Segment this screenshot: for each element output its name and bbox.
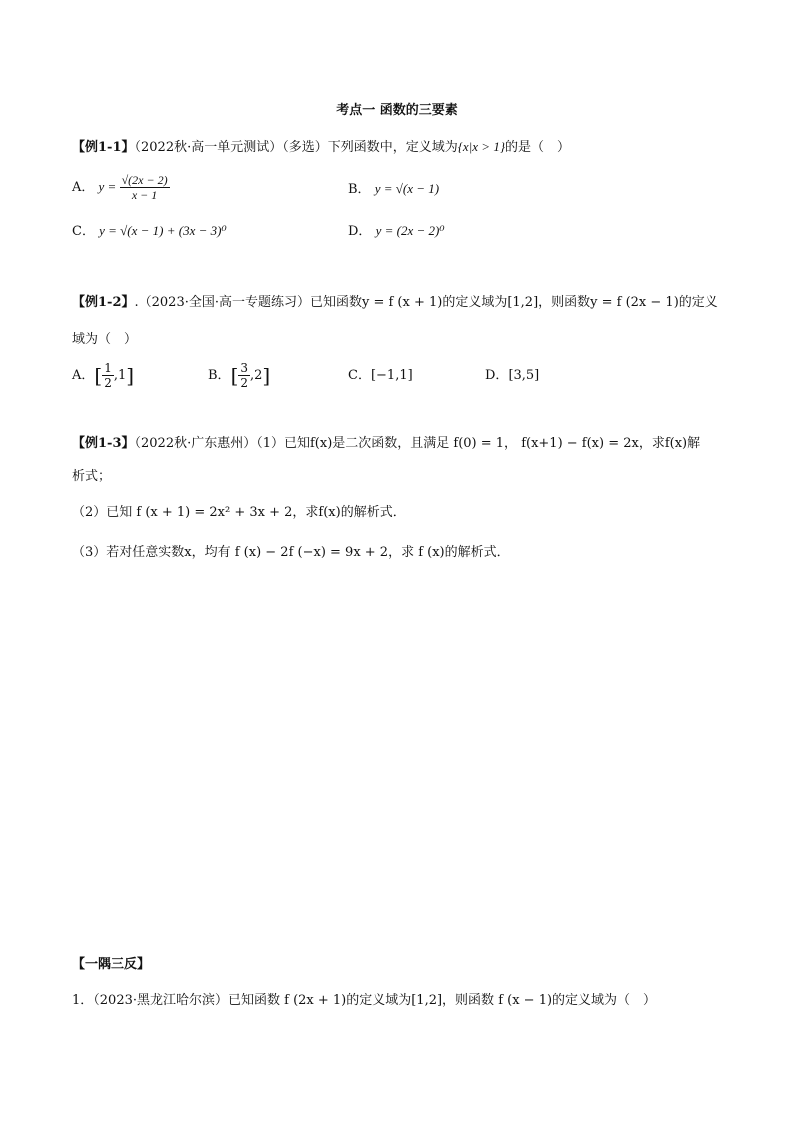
option-expression: y = √(x − 1) + (3x − 3)⁰: [99, 223, 227, 238]
option-c: [72, 224, 227, 238]
option-label: C．: [72, 224, 95, 239]
practice-question-1: 1．（2023·黑龙江哈尔滨）已知函数 f (2x + 1)的定义域为[1,2]，则函数 f (x − 1)的定义域为（ ）: [72, 993, 657, 1008]
example-source: （2022秋·高一单元测试）（多选）: [134, 140, 328, 155]
interval-rest: ,2: [250, 368, 263, 383]
example-text: 下列函数中，定义域为: [327, 140, 458, 155]
example-1-2-stem-line2: 域为（ ）: [72, 332, 138, 347]
page-title: 考点一 函数的三要素: [336, 103, 458, 118]
example-1-3-part-3: （3）若对任意实数x，均有 f (x) − 2f (−x) = 9x + 2，求 f (x)的解析式．: [72, 545, 510, 560]
option-expression: y = (2x − 2)⁰: [375, 223, 445, 238]
bracket-close: ]: [126, 363, 135, 388]
fraction-denominator: 2: [104, 376, 112, 390]
example-1-3-part-2: （2）已知 f (x + 1) = 2x² + 3x + 2，求f(x)的解析式．: [72, 505, 406, 520]
option-label: B．: [348, 182, 371, 197]
option-expression: y = √(x − 1): [374, 181, 440, 196]
fraction-denominator: x − 1: [131, 188, 158, 202]
option-label: D．: [348, 224, 372, 239]
example-1-2-stem: [72, 296, 718, 309]
interval-rest: ,1: [113, 368, 127, 383]
example-text-end: 的是（ ）: [505, 140, 571, 155]
option-c: [348, 369, 413, 382]
option-b: [348, 182, 439, 196]
fraction-numerator: 1: [104, 361, 112, 375]
fraction-denominator: 2: [240, 376, 249, 390]
option-d: [485, 369, 539, 382]
example-1-1-stem: [72, 140, 570, 154]
fraction-numerator: 3: [240, 361, 249, 375]
practice-heading: 【一隅三反】: [72, 957, 151, 972]
fraction: [238, 362, 250, 389]
option-lhs: y =: [98, 179, 120, 194]
bracket-open: [: [230, 363, 239, 388]
option-a: [72, 362, 134, 389]
example-tag: 【例1-3】: [72, 436, 135, 451]
option-expression: [−1,1]: [370, 368, 413, 383]
option-label: A．: [72, 368, 95, 383]
example-tag: 【例1-2】: [72, 295, 135, 310]
example-1-3-stem: [72, 437, 700, 450]
option-label: B．: [208, 368, 231, 383]
option-label: D．: [485, 368, 509, 383]
option-label: C．: [348, 368, 371, 383]
option-b: [208, 362, 270, 389]
domain-set: {x|x > 1}: [457, 139, 506, 154]
bracket-open: [: [94, 363, 103, 388]
fraction: [120, 174, 170, 201]
option-a: [72, 174, 170, 201]
option-d: [348, 224, 445, 238]
bracket-close: ]: [262, 363, 271, 388]
option-expression: [3,5]: [508, 368, 540, 383]
example-tag: 【例1-1】: [72, 140, 135, 155]
option-label: A．: [72, 180, 95, 195]
fraction-numerator: √(2x − 2): [121, 173, 168, 187]
fraction: [102, 362, 114, 389]
example-text: （2022秋·广东惠州）（1）已知f(x)是二次函数，且满足 f(0) = 1， f(x+1) − f(x) = 2x，求f(x)解: [134, 436, 701, 451]
example-1-3-stem-line2: 析式；: [72, 469, 112, 484]
example-text: .（2023·全国·高一专题练习）已知函数y = f (x + 1)的定义域为[1,2]，则函数y = f (2x − 1)的定义: [134, 295, 718, 310]
